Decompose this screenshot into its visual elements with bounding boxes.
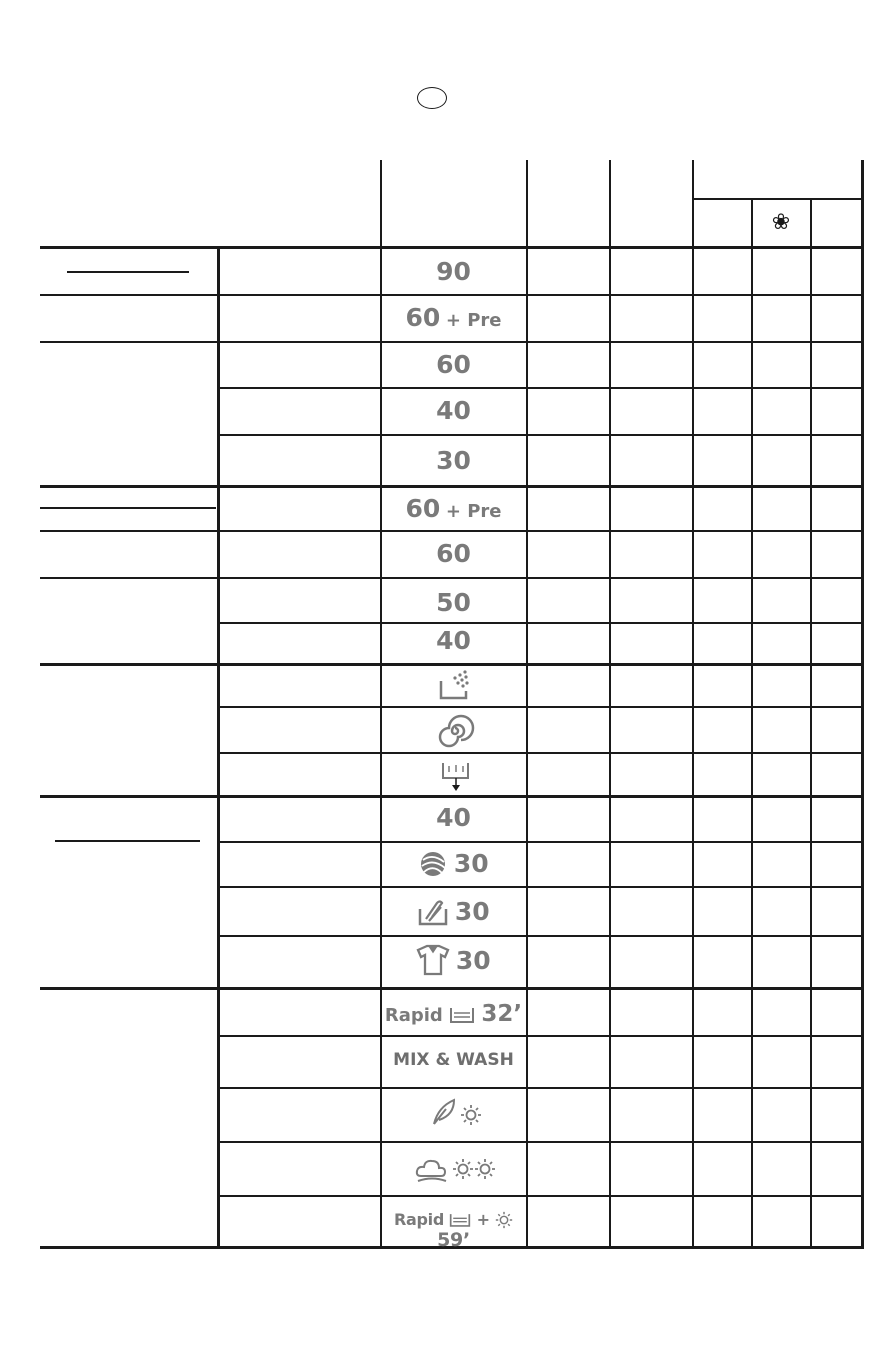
wash-tub-icon xyxy=(449,1006,475,1024)
shirt-icon xyxy=(416,944,450,976)
feather-icon xyxy=(430,1097,458,1127)
program-temp-label: 30 xyxy=(436,446,471,475)
row-divider xyxy=(219,1087,863,1089)
group-divider xyxy=(217,248,220,1247)
section-divider xyxy=(40,663,863,666)
section-divider xyxy=(40,795,863,798)
cloud-icon xyxy=(414,1156,450,1184)
sun-icon xyxy=(495,1211,513,1229)
program-mix-wash-label: MIX & WASH xyxy=(393,1050,514,1070)
table-right-border xyxy=(861,160,864,1249)
program-wool-label: 30 xyxy=(380,849,527,878)
row-divider xyxy=(219,387,863,389)
program-rapid-label: Rapid 32’ xyxy=(384,1001,523,1027)
group-title-line xyxy=(67,271,189,273)
sun-icon xyxy=(460,1104,482,1126)
row-divider xyxy=(219,1141,863,1143)
program-shirt-label: 30 xyxy=(380,944,527,976)
program-temp-label: 40 xyxy=(436,803,471,832)
program-temp-label: 50 xyxy=(436,588,471,617)
program-temp-label: 60 + Pre xyxy=(405,494,502,523)
program-temp-label: 60 xyxy=(436,350,471,379)
wool-icon xyxy=(418,850,448,878)
hand-wash-icon xyxy=(417,897,449,927)
col-divider xyxy=(609,160,611,1247)
program-handwash-label: 30 xyxy=(380,897,527,927)
header-divider xyxy=(692,198,862,200)
program-temp-label: 90 xyxy=(436,257,471,286)
row-divider xyxy=(40,341,863,343)
program-temp-label: 60 + Pre xyxy=(405,303,502,332)
col-divider xyxy=(692,160,694,1247)
section-divider xyxy=(40,987,863,990)
language-badge xyxy=(417,87,447,109)
drain-icon xyxy=(440,760,472,794)
program-rapid-dry-label: Rapid + 59’ xyxy=(380,1210,527,1251)
row-divider xyxy=(40,530,863,532)
row-divider xyxy=(219,935,863,937)
double-sun-icon xyxy=(452,1158,496,1180)
section-divider xyxy=(40,246,863,249)
group-title-line xyxy=(55,840,200,842)
row-divider xyxy=(219,706,863,708)
col-divider xyxy=(810,199,812,1247)
group-title-line xyxy=(40,507,216,509)
row-divider xyxy=(219,886,863,888)
program-temp-label: 40 xyxy=(436,396,471,425)
wash-tub-icon xyxy=(449,1212,471,1228)
program-temp-label: 60 xyxy=(436,539,471,568)
row-divider xyxy=(219,622,863,624)
spin-spiral-icon xyxy=(439,715,471,747)
row-divider xyxy=(219,1035,863,1037)
row-divider xyxy=(219,841,863,843)
row-divider xyxy=(219,434,863,436)
flower-icon: ❀ xyxy=(771,209,791,234)
col-divider xyxy=(751,199,753,1247)
row-divider xyxy=(40,577,863,579)
program-temp-label: 40 xyxy=(436,626,471,655)
row-divider xyxy=(219,752,863,754)
row-divider xyxy=(40,294,863,296)
section-divider xyxy=(40,485,863,488)
rinse-shower-icon xyxy=(438,669,472,701)
row-divider xyxy=(219,1195,863,1197)
